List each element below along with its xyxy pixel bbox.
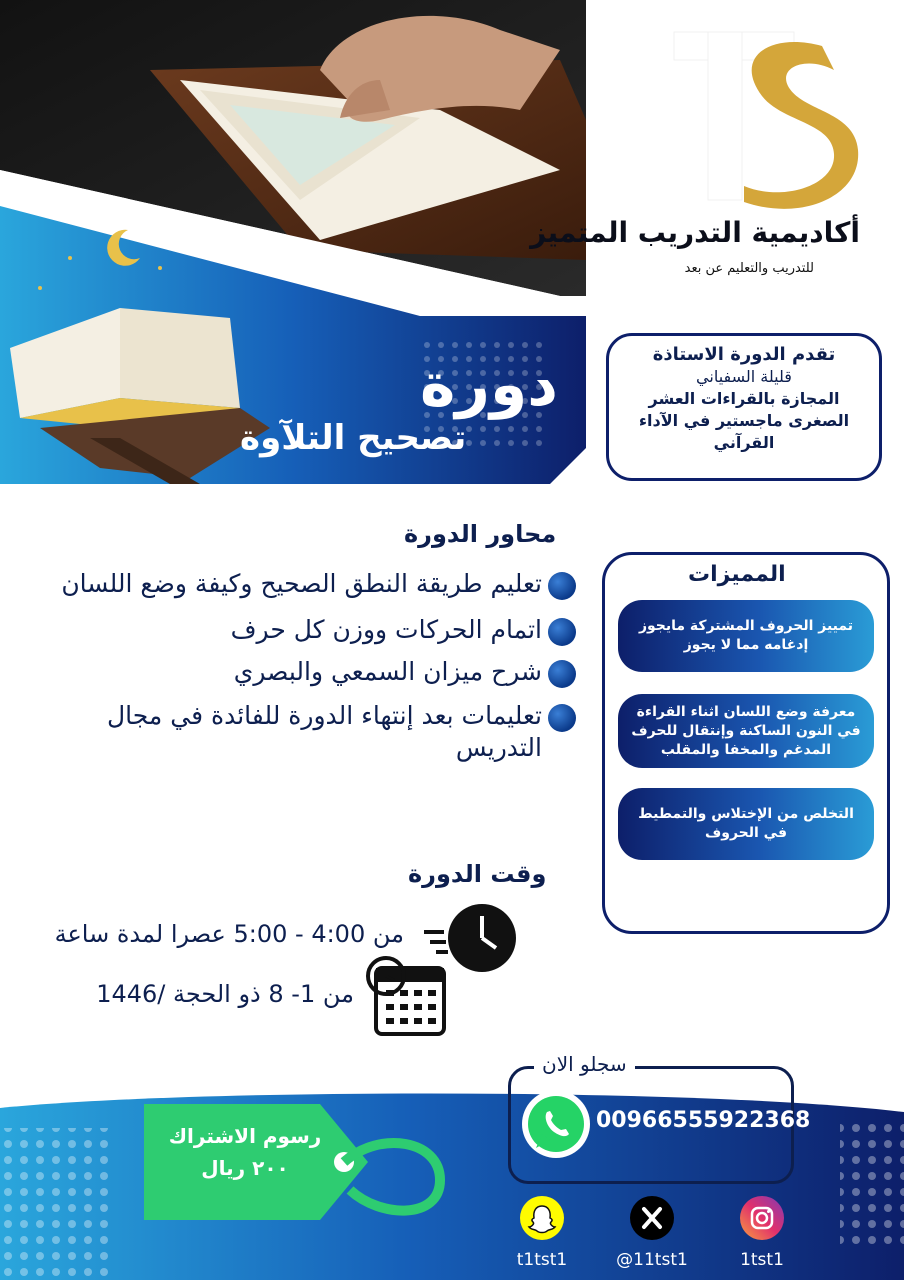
axis-item xyxy=(231,614,576,646)
whatsapp-icon[interactable] xyxy=(520,1088,592,1160)
teacher-card xyxy=(606,333,882,481)
time-hours: من 4:00 - 5:00 عصرا لمدة ساعة xyxy=(54,920,404,948)
axis-text: شرح ميزان السمعي والبصري xyxy=(233,657,542,686)
feature-pill: تمييز الحروف المشتركة مايجوز إدغامه مما لا يجوز xyxy=(618,600,874,672)
bullet-icon xyxy=(548,704,576,732)
axis-item xyxy=(234,656,576,688)
time-dates: من 1- 8 ذو الحجة /1446 xyxy=(96,980,354,1008)
axis-item xyxy=(56,700,576,764)
axis-text: تعليمات بعد إنتهاء الدورة للفائدة في مجال التدريس xyxy=(107,701,542,762)
features-title: المميزات xyxy=(688,562,786,587)
fees-label: رسوم الاشتراك xyxy=(168,1124,322,1148)
snapchat-icon[interactable] xyxy=(520,1196,564,1240)
instagram-handle[interactable]: 1tst1 xyxy=(740,1250,784,1270)
phone-number[interactable]: 00966555922368 xyxy=(596,1108,811,1133)
bullet-icon xyxy=(548,572,576,600)
academy-tagline: للتدريب والتعليم عن بعد xyxy=(684,261,814,276)
feature-pill: معرفة وضع اللسان اثناء القراءة في النون الساكنة وإنتقال للحرف المدغم والمخفا والمقلب xyxy=(618,694,874,768)
teacher-qualifications: المجازة بالقراءات العشر الصغرى ماجستير في الآداء القرآني xyxy=(638,389,850,452)
instagram-icon[interactable] xyxy=(740,1196,784,1240)
x-handle[interactable]: @11tst1 xyxy=(616,1250,688,1270)
course-name: تصحيح التلآوة xyxy=(240,418,467,458)
teacher-intro: تقدم الدورة الاستاذة xyxy=(652,344,836,365)
academy-name: أكاديمية التدريب المتميز xyxy=(530,216,860,249)
time-title: وقت الدورة xyxy=(408,860,547,888)
axis-text: اتمام الحركات ووزن كل حرف xyxy=(230,615,542,644)
course-word: دورة xyxy=(420,350,559,420)
teacher-name: قليلة السفياني xyxy=(696,367,792,386)
axis-text: تعليم طريقة النطق الصحيح وكيفة وضع اللسان xyxy=(61,569,542,598)
bullet-icon xyxy=(548,660,576,688)
axis-item xyxy=(61,568,576,600)
bullet-icon xyxy=(548,618,576,646)
feature-pill: التخلص من الإختلاس والتمطيط في الحروف xyxy=(618,788,874,860)
axes-title: محاور الدورة xyxy=(404,520,557,548)
register-label: سجلو الان xyxy=(534,1052,635,1076)
academy-logo xyxy=(530,26,882,276)
fees-value: ٢٠٠ ريال xyxy=(201,1156,289,1180)
snapchat-handle[interactable]: t1tst1 xyxy=(516,1250,568,1270)
calendar-icon xyxy=(364,952,448,1038)
x-icon[interactable] xyxy=(630,1196,674,1240)
